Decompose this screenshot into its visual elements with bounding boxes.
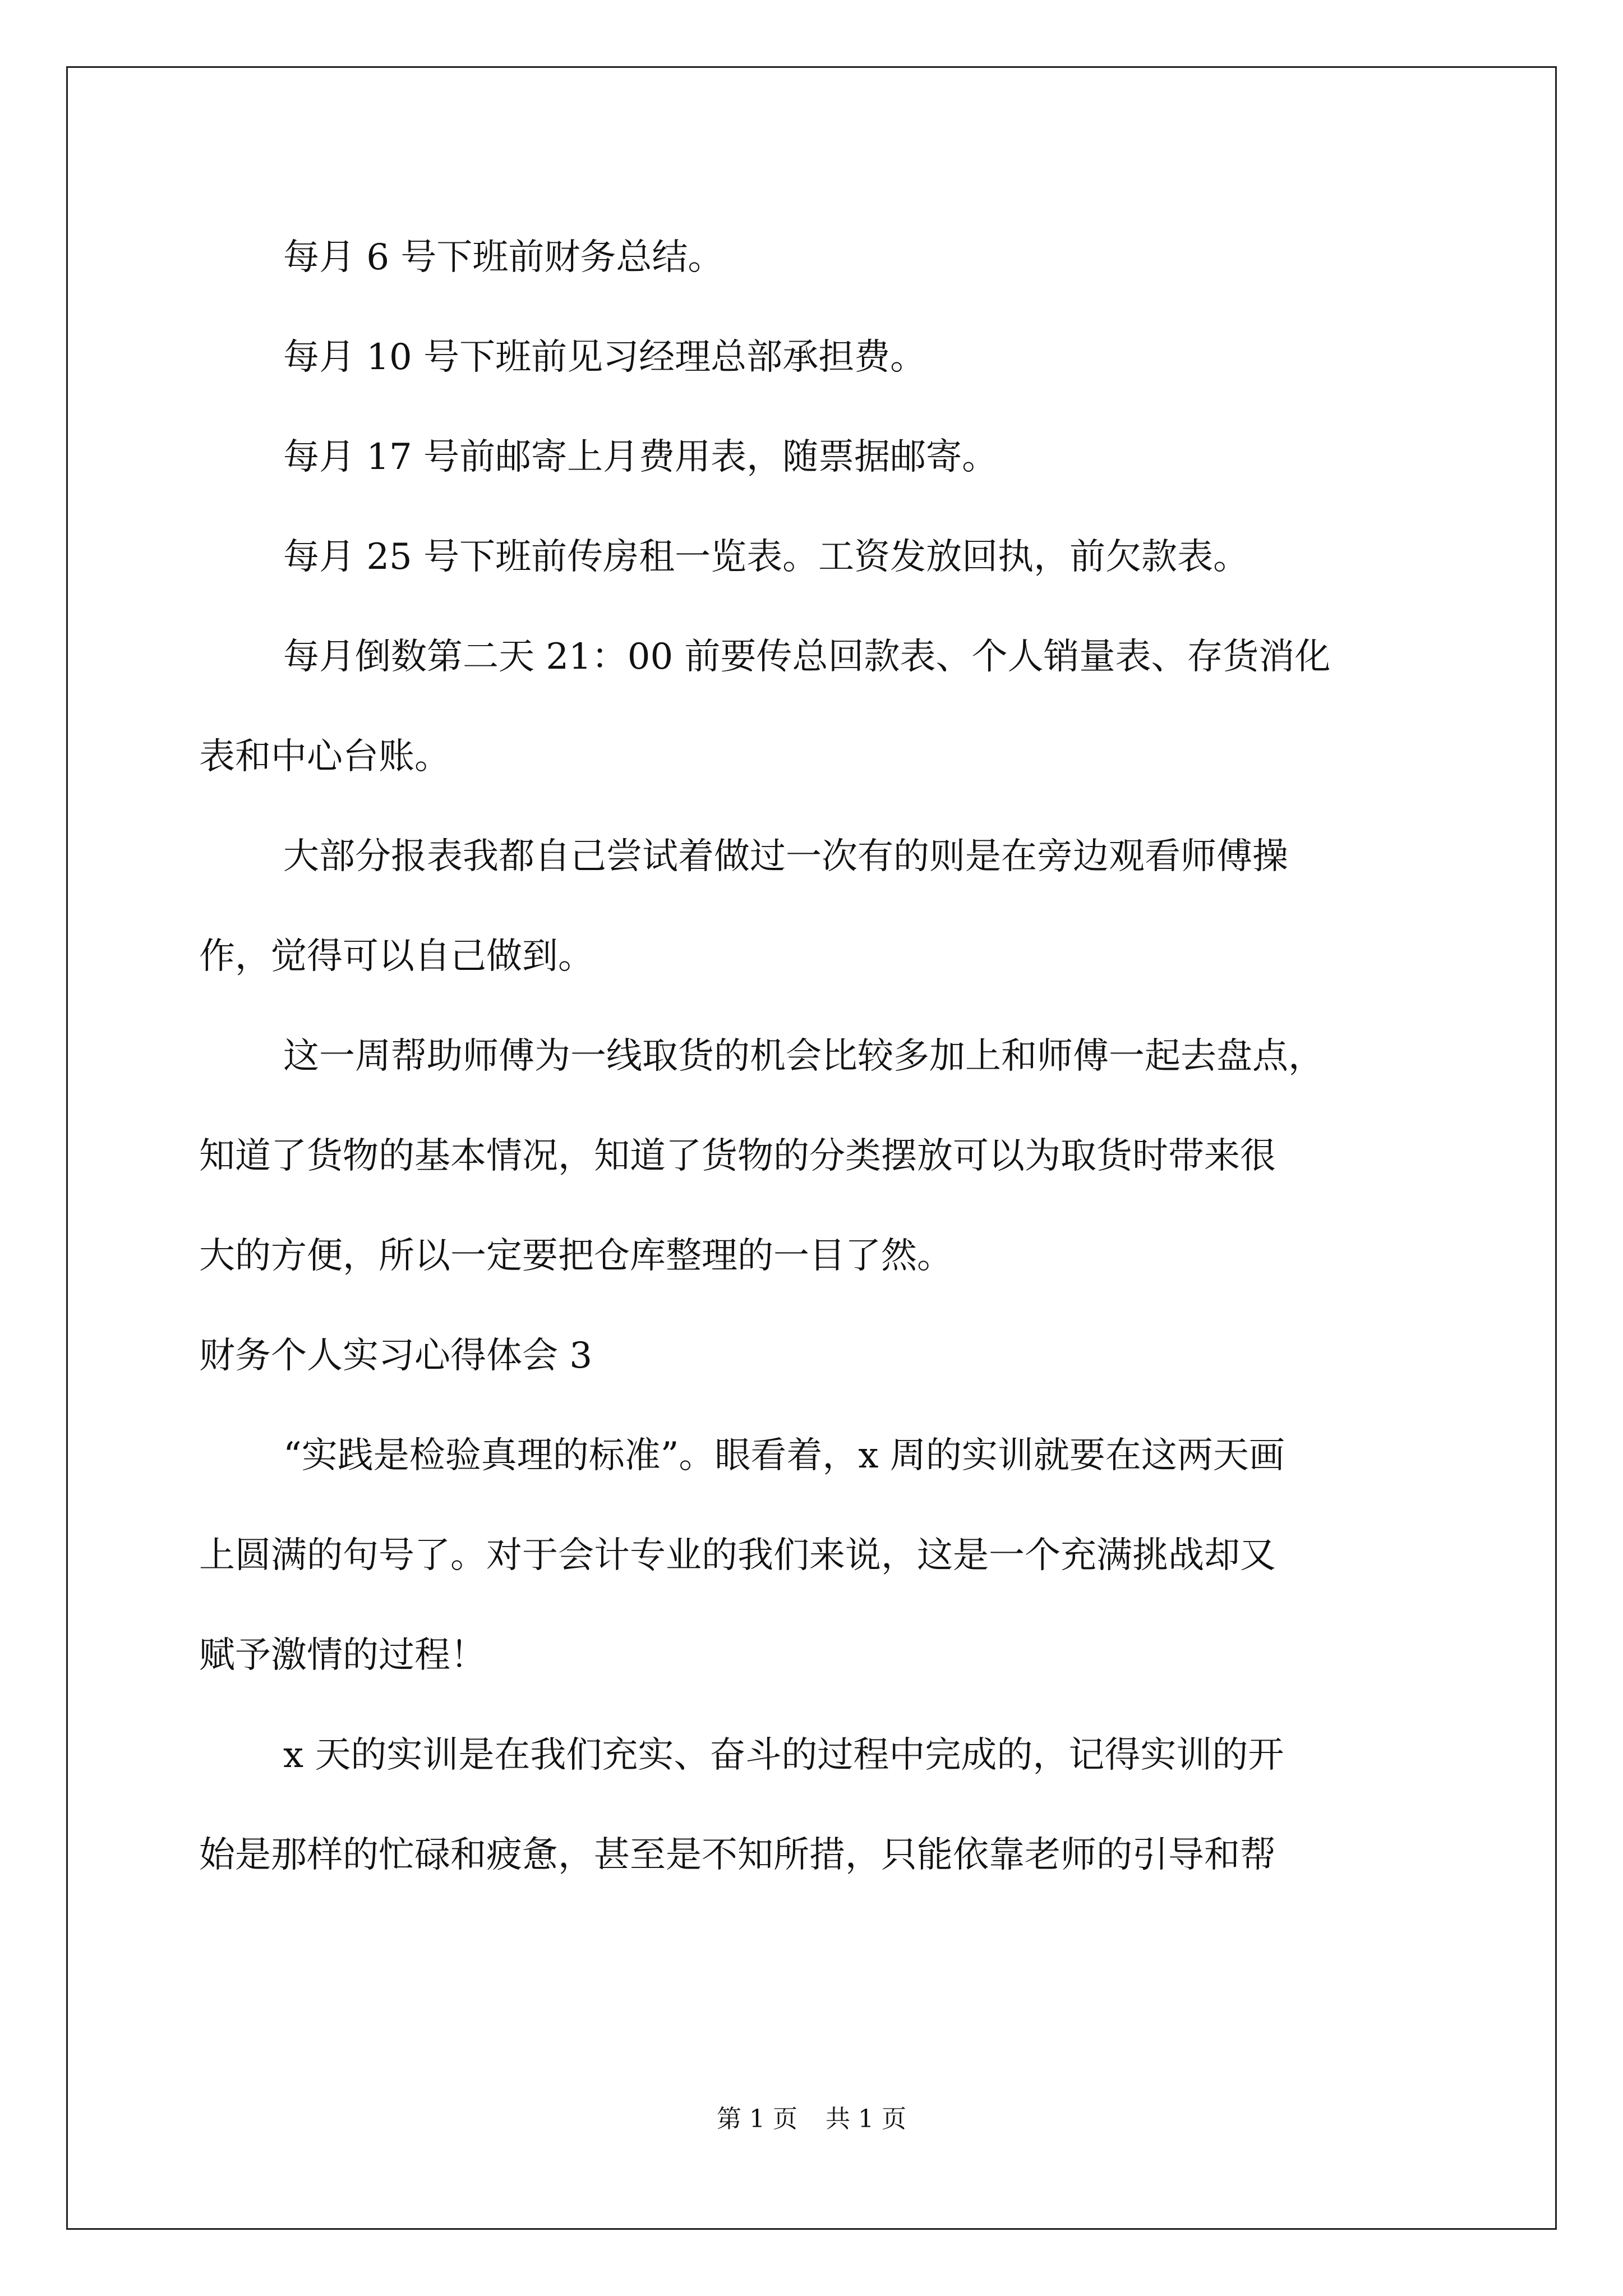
text-line: “实践是检验真理的标准”。眼看着，x 周的实训就要在这两天画 <box>283 1435 1285 1476</box>
paragraph <box>199 607 1433 807</box>
page-total: 共 1 页 <box>826 2105 906 2133</box>
paragraph <box>199 1705 1433 1905</box>
paragraph <box>199 1406 1433 1705</box>
text-line: 赋予激情的过程！ <box>199 1635 486 1676</box>
text-line: 表和中心台账。 <box>199 736 450 777</box>
text-line: 大的方便，所以一定要把仓库整理的一目了然。 <box>199 1235 953 1277</box>
document-body <box>199 208 1433 1905</box>
text-line: 每月 17 号前邮寄上月费用表，随票据邮寄。 <box>283 436 998 478</box>
text-line: 作，觉得可以自己做到。 <box>199 936 594 977</box>
paragraph <box>199 1006 1433 1306</box>
text-line: 每月 25 号下班前传房租一览表。工资发放回执，前欠款表。 <box>283 536 1249 578</box>
paragraph <box>199 407 1433 507</box>
page-footer <box>0 2102 1623 2136</box>
text-line: 始是那样的忙碌和疲惫，甚至是不知所措，只能依靠老师的引导和帮 <box>199 1834 1276 1876</box>
text-line: 知道了货物的基本情况，知道了货物的分类摆放可以为取货时带来很 <box>199 1135 1276 1177</box>
text-line: 每月 6 号下班前财务总结。 <box>283 237 724 278</box>
text-line: 每月 10 号下班前见习经理总部承担费。 <box>283 337 926 378</box>
section-heading: 财务个人实习心得体会 3 <box>199 1335 593 1377</box>
paragraph <box>199 807 1433 1006</box>
text-line: x 天的实训是在我们充实、奋斗的过程中完成的，记得实训的开 <box>283 1734 1284 1776</box>
text-line: 这一周帮助师傅为一线取货的机会比较多加上和师傅一起去盘点， <box>283 1036 1324 1077</box>
text-line: 每月倒数第二天 21：00 前要传总回款表、个人销量表、存货消化 <box>283 636 1331 678</box>
text-line: 大部分报表我都自己尝试着做过一次有的则是在旁边观看师傅操 <box>283 836 1288 877</box>
paragraph <box>199 507 1433 607</box>
page-number: 第 1 页 <box>717 2105 797 2133</box>
paragraph <box>199 208 1433 307</box>
paragraph <box>199 307 1433 407</box>
text-line: 上圆满的句号了。对于会计专业的我们来说，这是一个充满挑战却又 <box>199 1535 1276 1576</box>
